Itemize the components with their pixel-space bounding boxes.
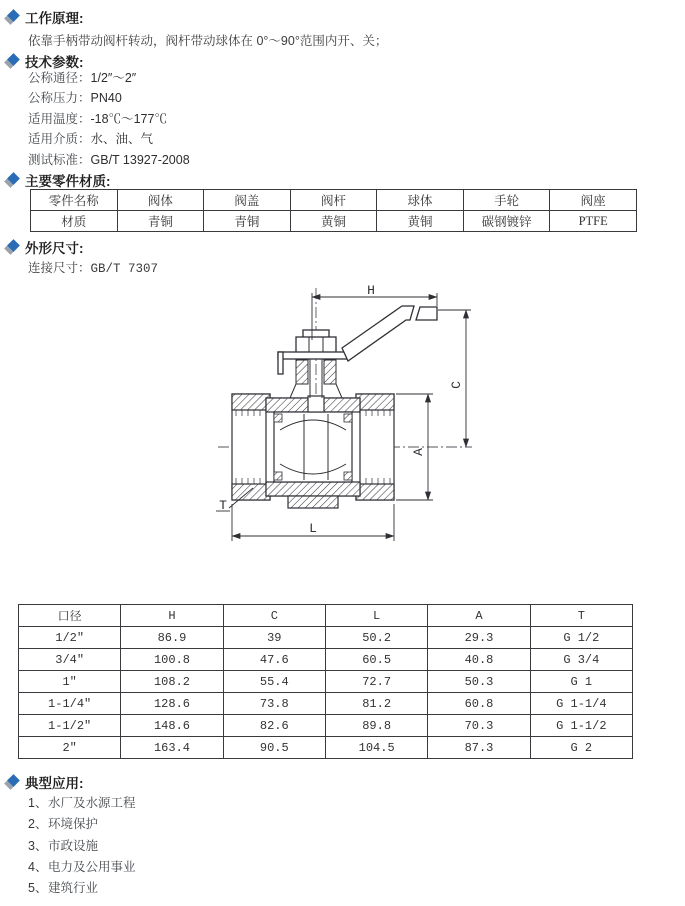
connection-note-value: GB/T 7307 xyxy=(90,262,159,276)
diamond-bullet-icon xyxy=(5,774,21,790)
dim-label-h: H xyxy=(367,283,375,298)
dimension-cell: 89.8 xyxy=(325,715,427,737)
connection-note-label: 连接尺寸： xyxy=(28,261,91,275)
tech-param-row xyxy=(28,129,190,149)
dimension-cell: 100.8 xyxy=(121,649,223,671)
section-title: 工作原理: xyxy=(25,11,84,26)
dimension-row xyxy=(19,693,633,715)
dimension-row xyxy=(19,737,633,759)
dimension-cell: 50.2 xyxy=(325,627,427,649)
tech-param-label: 测试标准： xyxy=(28,152,91,167)
dimension-row xyxy=(19,649,633,671)
dimension-header-cell: T xyxy=(530,605,632,627)
section-title: 外形尺寸: xyxy=(25,241,84,256)
dimension-cell: 55.4 xyxy=(223,671,325,693)
application-number: 3、 xyxy=(28,838,48,853)
dimension-header-cell: L xyxy=(325,605,427,627)
tech-param-value: -18℃～177℃ xyxy=(90,111,167,126)
application-text: 市政设施 xyxy=(48,838,99,853)
materials-cell: 黄铜 xyxy=(377,211,464,232)
materials-cell: 球体 xyxy=(377,190,464,211)
dimension-row xyxy=(19,671,633,693)
tech-param-value: PN40 xyxy=(90,91,122,106)
dim-label-a: A xyxy=(411,448,426,456)
application-number: 5、 xyxy=(28,881,48,896)
tech-param-label: 公称压力： xyxy=(28,91,91,106)
dimension-cell: G 2 xyxy=(530,737,632,759)
application-text: 建筑行业 xyxy=(48,881,99,896)
application-text: 水厂及水源工程 xyxy=(48,796,136,810)
section-title: 技术参数: xyxy=(25,55,84,70)
dim-label-l: L xyxy=(309,521,317,536)
dimension-cell: 72.7 xyxy=(325,671,427,693)
dimension-cell: 2″ xyxy=(19,737,121,759)
dimension-cell: 86.9 xyxy=(121,627,223,649)
dim-label-t: T xyxy=(219,498,227,513)
dimension-cell: 90.5 xyxy=(223,737,325,759)
dimension-cell: 128.6 xyxy=(121,693,223,715)
materials-table xyxy=(30,189,637,232)
dimension-cell: 87.3 xyxy=(428,737,530,759)
dimension-cell: 60.8 xyxy=(428,693,530,715)
dimension-cell: G 1 xyxy=(530,671,632,693)
application-number: 2、 xyxy=(28,817,48,832)
dimension-cell: 40.8 xyxy=(428,649,530,671)
materials-cell: 材质 xyxy=(31,211,118,232)
tech-params-list xyxy=(28,68,190,170)
materials-cell: 阀体 xyxy=(117,190,204,211)
materials-cell: 青铜 xyxy=(204,211,291,232)
tech-param-label: 适用介质： xyxy=(28,132,91,147)
application-text: 环境保护 xyxy=(48,817,99,832)
dimension-cell: 148.6 xyxy=(121,715,223,737)
connection-note xyxy=(28,258,158,276)
tech-param-row xyxy=(28,109,190,129)
working-principle-body: 依靠手柄带动阀杆转动，阀杆带动球体在 0°～90°范围内开、关； xyxy=(28,34,388,48)
dimension-cell: G 1-1/2 xyxy=(530,715,632,737)
dimension-cell: 29.3 xyxy=(428,627,530,649)
dimension-cell: 1/2″ xyxy=(19,627,121,649)
diamond-bullet-icon xyxy=(5,9,21,25)
tech-param-row xyxy=(28,150,190,170)
dimension-cell: G 1/2 xyxy=(530,627,632,649)
dim-label-c: C xyxy=(449,381,464,389)
materials-cell: 阀座 xyxy=(550,190,637,211)
dimension-header-cell: A xyxy=(428,605,530,627)
materials-cell: 青铜 xyxy=(117,211,204,232)
dimension-cell: 39 xyxy=(223,627,325,649)
application-text: 电力及公用事业 xyxy=(48,859,136,874)
dimension-row xyxy=(19,715,633,737)
tech-param-label: 适用温度： xyxy=(28,111,91,126)
dimension-cell: 81.2 xyxy=(325,693,427,715)
tech-param-row xyxy=(28,68,190,88)
tech-param-label: 公称通径： xyxy=(28,71,91,85)
materials-row xyxy=(31,190,637,211)
tech-param-row xyxy=(28,88,190,108)
dimension-cell: 70.3 xyxy=(428,715,530,737)
materials-cell: 黄铜 xyxy=(290,211,377,232)
materials-cell: 碳钢镀锌 xyxy=(463,211,550,232)
diamond-bullet-icon xyxy=(5,239,21,255)
dimension-cell: 47.6 xyxy=(223,649,325,671)
tech-param-value: 水、油、气 xyxy=(90,132,154,147)
tech-param-value: 1/2″～2″ xyxy=(90,71,137,85)
dimension-cell: 73.8 xyxy=(223,693,325,715)
dimension-cell: 1-1/4″ xyxy=(19,693,121,715)
application-item xyxy=(28,814,136,835)
materials-cell: 阀杆 xyxy=(290,190,377,211)
tech-param-value: GB/T 13927-2008 xyxy=(90,152,190,167)
application-number: 4、 xyxy=(28,859,48,874)
diamond-bullet-icon xyxy=(5,53,21,69)
dimension-cell: 108.2 xyxy=(121,671,223,693)
dimension-cell: 1″ xyxy=(19,671,121,693)
application-item xyxy=(28,836,136,857)
materials-cell: 手轮 xyxy=(463,190,550,211)
dimension-header-cell: H xyxy=(121,605,223,627)
valve-section-drawing xyxy=(170,282,490,554)
dimension-cell: 163.4 xyxy=(121,737,223,759)
dimension-cell: G 1-1/4 xyxy=(530,693,632,715)
application-number: 1、 xyxy=(28,796,48,810)
application-item xyxy=(28,793,136,814)
dimension-header-cell: C xyxy=(223,605,325,627)
dimension-table-header xyxy=(19,605,633,627)
dimension-cell: G 3/4 xyxy=(530,649,632,671)
dimension-cell: 82.6 xyxy=(223,715,325,737)
valve-body xyxy=(232,358,394,508)
applications-list xyxy=(28,793,136,899)
materials-cell: 零件名称 xyxy=(31,190,118,211)
materials-row xyxy=(31,211,637,232)
section-title: 典型应用: xyxy=(25,776,84,791)
dimension-cell: 1-1/2″ xyxy=(19,715,121,737)
dimension-cell: 50.3 xyxy=(428,671,530,693)
diamond-bullet-icon xyxy=(5,172,21,188)
dimension-cell: 3/4″ xyxy=(19,649,121,671)
materials-cell: PTFE xyxy=(550,211,637,232)
dimension-table xyxy=(18,604,633,759)
application-item xyxy=(28,878,136,899)
dimension-cell: 60.5 xyxy=(325,649,427,671)
dimension-header-cell: 口径 xyxy=(19,605,121,627)
section-title: 主要零件材质: xyxy=(25,174,111,189)
dimension-cell: 104.5 xyxy=(325,737,427,759)
materials-cell: 阀盖 xyxy=(204,190,291,211)
application-item xyxy=(28,857,136,878)
dimension-row xyxy=(19,627,633,649)
